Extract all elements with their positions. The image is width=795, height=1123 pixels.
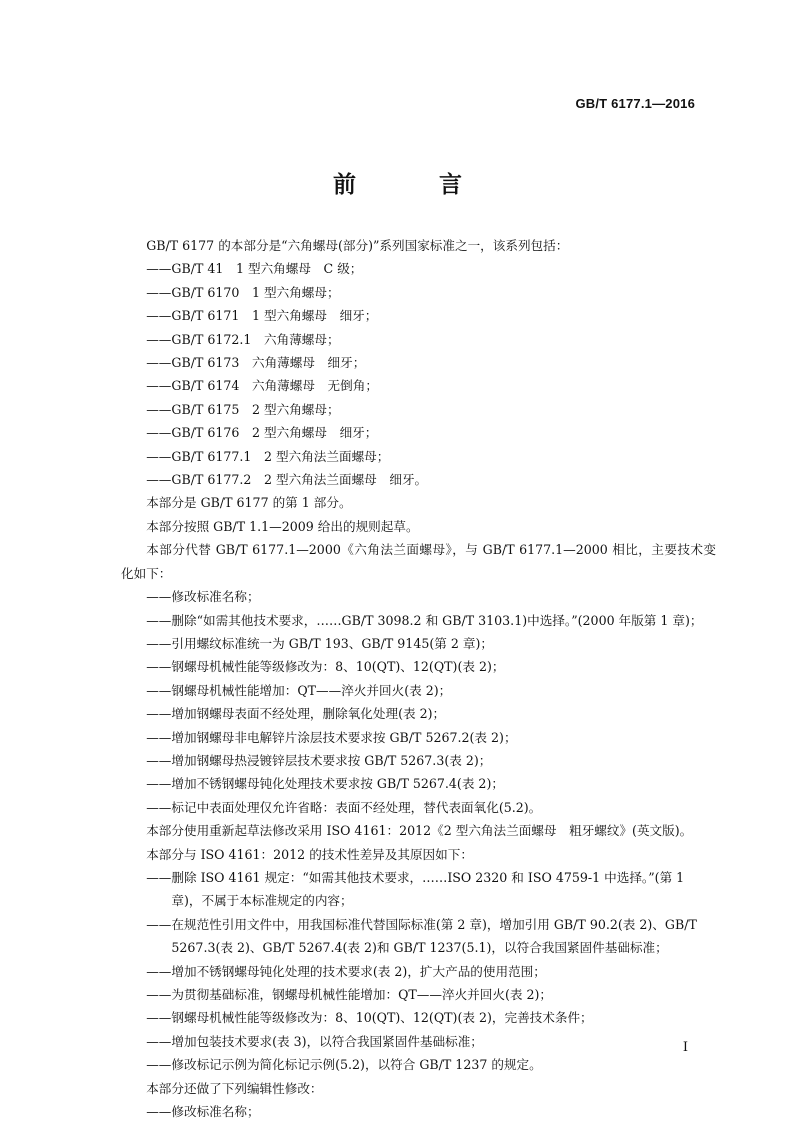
list-item: ——增加不锈钢螺母钝化处理技术要求按 GB/T 5267.4(表 2)； [146, 776, 504, 792]
page-title: 前 言 [333, 172, 492, 198]
list-item: ——增加不锈钢螺母钝化处理的技术要求(表 2)，扩大产品的使用范围； [146, 963, 546, 979]
list-item: ——GB/T 6175 2 型六角螺母； [146, 401, 340, 417]
list-item: ——GB/T 6176 2 型六角螺母 细牙； [146, 425, 378, 441]
list-item: ——为贯彻基础标准，钢螺母机械性能增加：QT——淬火并回火(表 2)； [146, 987, 552, 1002]
paragraph: 本部分是 GB/T 6177 的第 1 部分。 [146, 495, 352, 511]
list-item: ——钢螺母机械性能等级修改为：8、10(QT)、12(QT)(表 2)，完善技术条件； [146, 1010, 593, 1026]
list-item: ——修改标准名称； [146, 589, 260, 605]
standard-code: GB/T 6177.1—2016 [575, 96, 695, 111]
paragraph: GB/T 6177 的本部分是“六角螺母(部分)”系列国家标准之一，该系列包括： [146, 238, 569, 253]
list-item: ——删除 ISO 4161 规定：“如需其他技术要求，……ISO 2320 和 ISO 4759-1 中选择。”(第 1 章)，不属于本标准规定的内容； [146, 869, 685, 909]
list-item: ——增加包装技术要求(表 3)，以符合我国紧固件基础标准； [146, 1033, 483, 1049]
list-item: ——引用螺纹标准统一为 GB/T 193、GB/T 9145(第 2 章)； [146, 635, 493, 651]
list-item: ——增加钢螺母表面不经处理，删除氧化处理(表 2)； [146, 706, 446, 722]
list-item: ——在规范性引用文件中，用我国标准代替国际标准(第 2 章)，增加引用 GB/T 90.2(表 2)、GB/T 5267.3(表 2)、GB/T 5267.4(表 2)和 GB/T 1237(5.1)，以符合我国紧固件基础标准； [146, 916, 697, 956]
list-item: ——增加钢螺母非电解锌片涂层技术要求按 GB/T 5267.2(表 2)； [146, 729, 517, 745]
list-item: ——GB/T 6171 1 型六角螺母 细牙； [146, 308, 378, 324]
list-item: ——钢螺母机械性能增加：QT——淬火并回火(表 2)； [146, 682, 452, 698]
list-item: ——修改标记示例为简化标记示例(5.2)，以符合 GB/T 1237 的规定。 [146, 1057, 542, 1073]
paragraph: 本部分还做了下列编辑性修改： [146, 1080, 323, 1096]
list-item: ——GB/T 6177.2 2 型六角法兰面螺母 细牙。 [146, 472, 428, 488]
paragraph: 本部分按照 GB/T 1.1—2009 给出的规则起草。 [146, 518, 419, 534]
document-body [121, 234, 716, 1123]
list-item: ——修改标准名称； [146, 1104, 260, 1120]
list-item: ——标记中表面处理仅允许省略：表面不经处理，替代表面氧化(5.2)。 [146, 799, 542, 815]
list-item: ——GB/T 6177.1 2 型六角法兰面螺母； [146, 448, 390, 464]
paragraph: 本部分代替 GB/T 6177.1—2000《六角法兰面螺母》，与 GB/T 6177.1—2000 相比，主要技术变化如下： [121, 542, 716, 581]
list-item: ——GB/T 6170 1 型六角螺母； [146, 284, 340, 300]
list-item: ——GB/T 6173 六角薄螺母 细牙； [146, 355, 366, 371]
list-item: ——增加钢螺母热浸镀锌层技术要求按 GB/T 5267.3(表 2)； [146, 752, 492, 768]
paragraph: 本部分使用重新起草法修改采用 ISO 4161：2012《2 型六角法兰面螺母 粗牙螺纹》(英文版)。 [146, 823, 693, 839]
list-item: ——钢螺母机械性能等级修改为：8、10(QT)、12(QT)(表 2)； [146, 659, 505, 675]
list-item: ——GB/T 41 1 型六角螺母 C 级； [146, 261, 363, 277]
page-number: I [682, 1040, 688, 1055]
list-item: ——删除“如需其他技术要求，……GB/T 3098.2 和 GB/T 3103.1)中选择。”(2000 年版第 1 章)； [146, 612, 703, 628]
list-item: ——GB/T 6172.1 六角薄螺母； [146, 331, 340, 347]
paragraph: 本部分与 ISO 4161：2012 的技术性差异及其原因如下： [146, 846, 473, 862]
list-item: ——GB/T 6174 六角薄螺母 无倒角； [146, 378, 378, 394]
